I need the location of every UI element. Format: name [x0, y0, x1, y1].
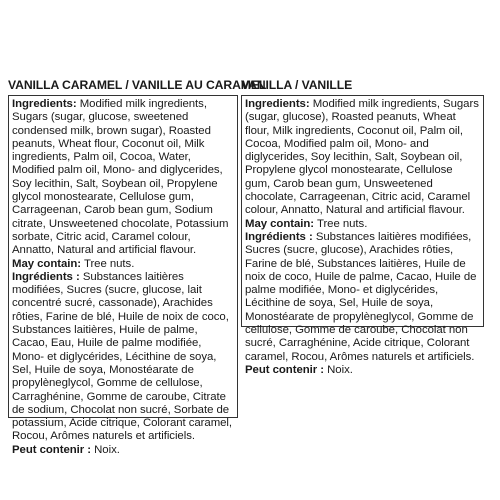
may-contain-label: May contain:: [245, 217, 315, 230]
french-allergens: [245, 364, 480, 377]
ingredients-label-fr: Ingrédients :: [12, 270, 80, 283]
french-ingredients: [245, 231, 480, 364]
ingredients-box: [241, 95, 484, 376]
may-contain-text: Tree nuts.: [316, 217, 368, 230]
may-contain-label-fr: Peut contenir :: [12, 443, 91, 456]
section-heading: VANILLA CARAMEL / VANILLE AU CARAMEL: [8, 78, 267, 92]
english-allergens: [245, 218, 480, 231]
english-ingredients: [12, 98, 234, 258]
ingredients-label: Ingredients:: [245, 98, 310, 110]
may-contain-label-fr: Peut contenir :: [245, 363, 324, 376]
ingredients-text-fr: Substances laitières modifiées, Sucres (sucre, glucose), Arachides rôties, Farine de blé, Substances laitières, Huile de noix de coco, Huile de palme, Cacao, Huile de palme modifiée, Mono- et diglycérides, Lécithine de soya, Sel, Huile de soya, Monostéarate de propylèneglycol, Gomme de cellulose, Gomme de caroube, Chocolat non sucré, Carraghénine, Acide citrique, Colorant caramel, Rocou, Arômes naturels et artificiels.: [245, 230, 477, 363]
english-allergens: [12, 258, 234, 271]
ingredients-label-fr: Ingrédients :: [245, 230, 313, 243]
may-contain-text-fr: Noix.: [327, 363, 353, 376]
ingredients-text: Modified milk ingredients, Sugars (sugar, glucose), Roasted peanuts, Wheat flour, Milk ingredients, Coconut oil, Palm oil, Cocoa, Modified palm oil, Mono- and diglycerides, Soy lecithin, Salt, Soybean oil, Propylene glycol monostearate, Cellulose gum, Carob bean gum, Unsweetened chocolate, Carrageenan, Citric acid, Caramel colour, Annatto, Natural and artificial flavour.: [245, 98, 479, 217]
ingredients-label: Ingredients:: [12, 98, 77, 110]
vanilla-section: [241, 78, 484, 376]
english-ingredients: [245, 98, 480, 218]
may-contain-label: May contain:: [12, 257, 82, 270]
vanilla-caramel-section: [8, 78, 267, 456]
may-contain-text: Tree nuts.: [83, 257, 135, 270]
ingredients-box: [8, 95, 238, 456]
ingredients-text: Modified milk ingredients, Sugars (sugar, glucose, sweetened condensed milk, brown sugar), Roasted peanuts, Wheat flour, Coconut oil, Milk ingredients, Palm oil, Cocoa, Water, Modified palm oil, Mono- and diglycerides, Soy lecithin, Salt, Soybean oil, Propylene glycol monostearate, Cellulose gum, Carrageenan, Carob bean gum, Sodium citrate, Unsweetened chocolate, Potassium sorbate, Citric acid, Caramel colour, Annatto, Natural and artificial flavour.: [12, 98, 229, 257]
section-heading: VANILLA / VANILLE: [241, 78, 353, 92]
french-allergens: [12, 444, 234, 457]
may-contain-text-fr: Noix.: [94, 443, 120, 456]
ingredients-text-fr: Substances laitières modifiées, Sucres (sucre, glucose, lait concentré sucré, cassonade), Arachides rôties, Farine de blé, Huile de noix de coco, Substances laitières, Huile de palme, Cacao, Eau, Huile de palme modifiée, Mono- et diglycérides, Lécithine de soya, Sel, Huile de soya, Monostéarate de propylèneglycol, Gomme de cellulose, Carraghénine, Gomme de caroube, Citrate de sodium, Chocolat non sucré, Sorbate de potassium, Acide citrique, Colorant caramel, Rocou, Arômes naturels et artificiels.: [12, 270, 233, 443]
french-ingredients: [12, 271, 234, 444]
